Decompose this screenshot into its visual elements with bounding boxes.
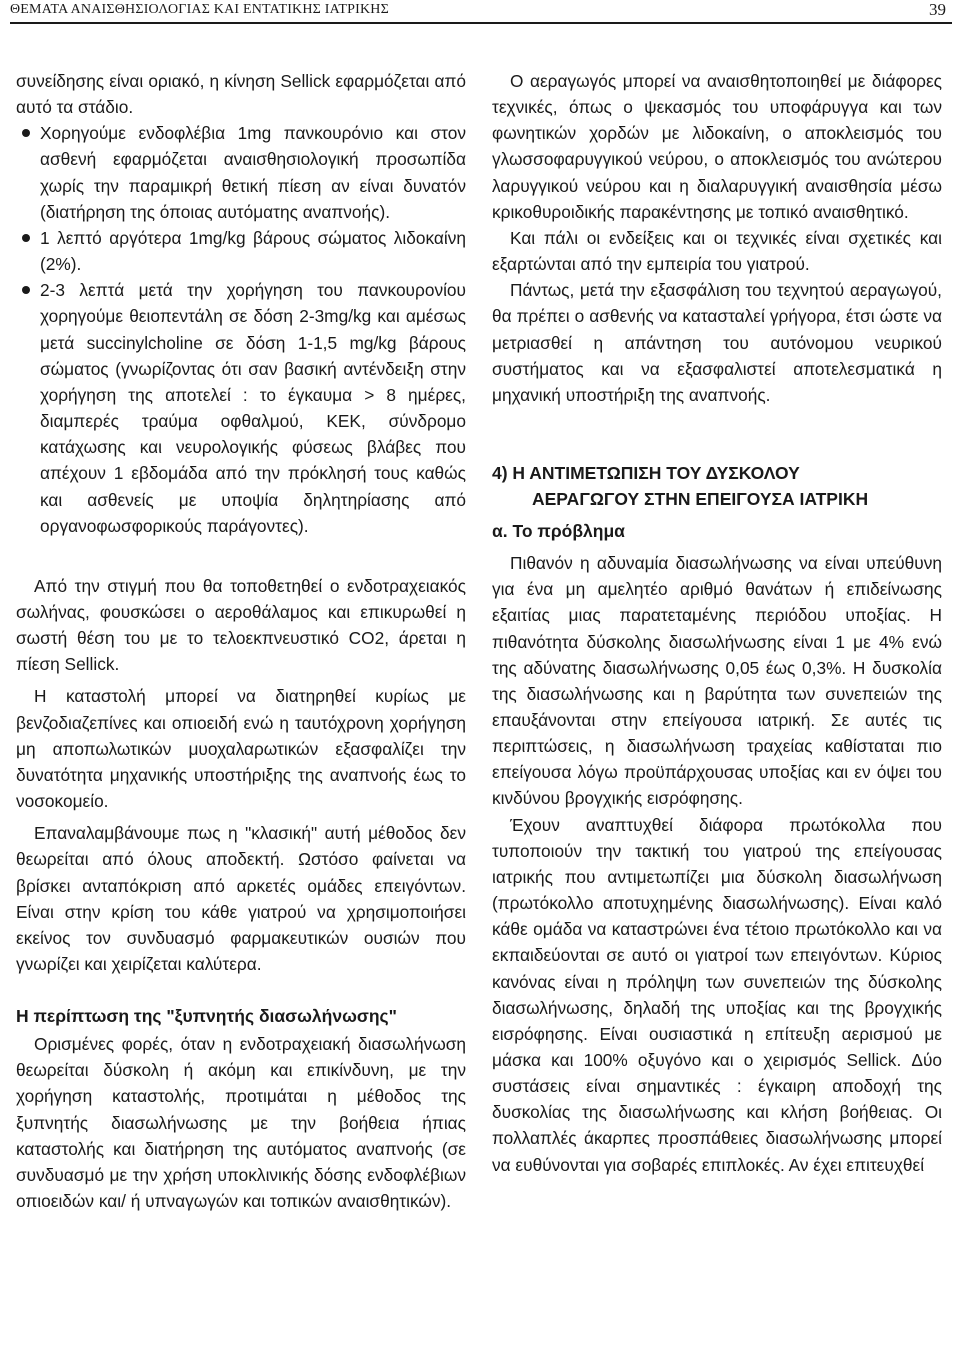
body-paragraph: Από την στιγμή που θα τοποθετηθεί ο ενδοτραχειακός σωλήνας, φουσκώσει ο αεροθάλαμος και επικυρωθεί η σωστή θέση του με το τελοεκπνευστικό CO2, άρεται η πίεση Sellick. bbox=[16, 575, 466, 675]
body-paragraph: Πιθανόν η αδυναμία διασωλήνωσης να είναι υπεύθυνη για ένα μη αμελητέο αριθμό θανάτων ή επιδείνωσης εξαιτίας μιας παρατεταμένης περιόδου υποξίας. Η πιθανότητα δύσκολης διασωλήνωσης είναι 1 με 4% ενώ της αδύνατης διασωλήνωσης 0,05 έως 0,3%. Η δυσκολία της διασωλήνωσης και η βαρύτητα των συνεπειών της επαυξάνονται στην επείγουσα ιατρική. Σε αυτές τις περιπτώσεις, η διασωλήνωση τραχείας καθίσταται πιο επείγουσα λόγω προϋπάρχουσας υποξίας και εν όψει του κινδύνου βρογχικής εισρόφησης. bbox=[492, 553, 942, 809]
bullet-icon bbox=[22, 129, 30, 137]
body-paragraph: Η καταστολή μπορεί να διατηρηθεί κυρίως με βενζοδιαζεπίνες και οπιοειδή ενώ η ταυτόχρονη χορήγηση μη αποπωλωτικών μυοχαλαρωτικών εξασφαλίζει την δυνατότητα μηχανικής υποστήριξης της αναπνοής έως το νοσοκομείο. bbox=[16, 686, 466, 812]
bullet-text: Χορηγούμε ενδοφλέβια 1mg πανκουρόνιο και στον ασθενή εφαρμόζεται αναισθησιολογική προσωπίδα χωρίς την παραμικρή θετική πίεση αν είναι δυνατόν (διατήρηση της όποιας αυτόματης αναπνοής). bbox=[40, 123, 466, 222]
bullet-text: 2-3 λεπτά μετά την χορήγηση του πανκουρονίου χορηγούμε θειοπεντάλη σε δόση 2-3mg/kg και αμέσως μετά succinylcholine σε δόση 1-1,5 mg/kg βάρους σώματος (γνωρίζοντας ότι σαν βασική αντένδειξη στην χορήγηση της αποτελεί : το έγκαυμα > 8 ημέρες, διαμπερές τραύμα οφθαλμού, ΚΕΚ, σύνδρομο κατάχωσης και νευρολογικής φύσεως βλάβες που απέχουν 1 εβδομάδα από την πρόκλησή τους καθώς και ασθενείς με υποψία δηλητηρίασης από οργανοφωσφορικούς παράγοντες). bbox=[40, 280, 466, 536]
bullet-item bbox=[16, 277, 466, 539]
body-paragraph: Έχουν αναπτυχθεί διάφορα πρωτόκολλα που τυποποιούν την τακτική του γιατρού της επείγουσας ιατρικής που αντιμετωπίζει μια δύσκολη διασωλήνωση (πρωτόκολλο αποτυχημένης διασωλήνωσης). Είναι καλό κάθε ομάδα να καταστρώνει ένα τέτοιο πρωτόκολλο και να εκπαιδεύονται σε αυτό οι γιατροί των επειγόντων. Κύριος κανόνας είναι η πρόληψη των συνεπειών της δύσκολης διασωλήνωσης, δηλαδή της υποξίας και της βρογχικής εισρόφησης. Είναι ουσιαστικά η επίτευξη αερισμού με μάσκα και 100% οξυγόνο και ο χειρισμός Sellick. Δύο συστάσεις είναι σημαντικές : έγκαιρη αποδοχή της δυσκολίας της διασωλήνωσης και κλήση βοήθειας. Οι πολλαπλές άκαρπες προσπάθειες διασωλήνωσης μπορεί να ευθύνονται για σοβαρές επιπλοκές. Αν έχει επιτευχθεί bbox=[492, 814, 942, 1175]
section-heading bbox=[492, 460, 942, 512]
left-column bbox=[16, 68, 466, 1214]
body-paragraph: Ορισμένες φορές, όταν η ενδοτραχειακή διασωλήνωση θεωρείται δύσκολη ή ακόμη και επικίνδυνη, με την χορήγηση καταστολής, προτιμάται η μέθοδος της ξυπνητής διασωλήνωσης με την βοήθεια ήπιας καταστολής και διατήρηση της αυτόματος αναπνοής (σε συνδυασμό με την χρήση υποκλινικής δόσης ενδοφλέβιων οπιοειδών και/ ή υπναγωγών και τοπικών αναισθητικών). bbox=[16, 1034, 466, 1212]
section-heading-line2: ΑΕΡΑΓΩΓΟΥ ΣΤΗΝ ΕΠΕΙΓΟΥΣΑ ΙΑΤΡΙΚΗ bbox=[532, 489, 869, 510]
continuation-paragraph: συνείδησης είναι οριακό, η κίνηση Sellick εφαρμόζεται από αυτό τα στάδιο. bbox=[16, 71, 466, 118]
body-paragraph: Επαναλαμβάνουμε πως η "κλασική" αυτή μέθοδος δεν θεωρείται από όλους αποδεκτή. Ωστόσο φαίνεται να βρίσκει ανταπόκριση από αρκετές ομάδες επειγόντων. Είναι στην κρίση του κάθε γιατρού να χρησιμοποιήσει εκείνος τον συνδυασμό φαρμακευτικών ουσιών που γνωρίζει και χειρίζεται καλύτερα. bbox=[16, 823, 466, 974]
bullet-item bbox=[16, 225, 466, 277]
body-paragraph: Και πάλι οι ενδείξεις και οι τεχνικές είναι σχετικές και εξαρτώνται από την εμπειρία του γιατρού. bbox=[492, 227, 942, 275]
right-column bbox=[492, 68, 942, 1178]
subheading: Η περίπτωση της "ξυπνητής διασωλήνωσης" bbox=[16, 1006, 397, 1027]
body-paragraph: Ο αεραγωγός μπορεί να αναισθητοποιηθεί με διάφορες τεχνικές, όπως ο ψεκασμός του υποφάρυγγα και των φωνητικών χορδών με λιδοκαίνη, ο αποκλεισμός του γλωσσοφαρυγγικού νεύρου, ο αποκλεισμός του ανώτερου λαρυγγικού νεύρου και η διαλαρυγγική αναισθησία μέσω κρικοθυροιδικής παρακέντησης με τοπικό αναισθητικό. bbox=[492, 71, 942, 222]
bullet-icon bbox=[22, 286, 30, 294]
bullet-text: 1 λεπτό αργότερα 1mg/kg βάρους σώματος λιδοκαίνη (2%). bbox=[40, 227, 466, 275]
page-number: 39 bbox=[929, 0, 946, 19]
subsection-heading: α. Το πρόβλημα bbox=[492, 521, 625, 542]
bullet-item bbox=[16, 120, 466, 225]
page-header bbox=[10, 0, 952, 24]
section-heading-line1: 4) Η ΑΝΤΙΜΕΤΩΠΙΣΗ ΤΟΥ ΔΥΣΚΟΛΟΥ bbox=[492, 463, 800, 484]
bullet-icon bbox=[22, 234, 30, 242]
running-title: ΘΕΜΑΤΑ ΑΝΑΙΣΘΗΣΙΟΛΟΓΙΑΣ ΚΑΙ ΕΝΤΑΤΙΚΗΣ ΙΑΤΡΙΚΗΣ bbox=[10, 2, 389, 17]
body-paragraph: Πάντως, μετά την εξασφάλιση του τεχνητού αεραγωγού, θα πρέπει ο ασθενής να κατασταλεί γρήγορα, έτσι ώστε να μετριασθεί η απάντηση του αυτόνομου νευρικού συστήματος και να εξασφαλιστεί αποτελεσματικά η μηχανική υποστήριξη της αναπνοής. bbox=[492, 280, 942, 405]
